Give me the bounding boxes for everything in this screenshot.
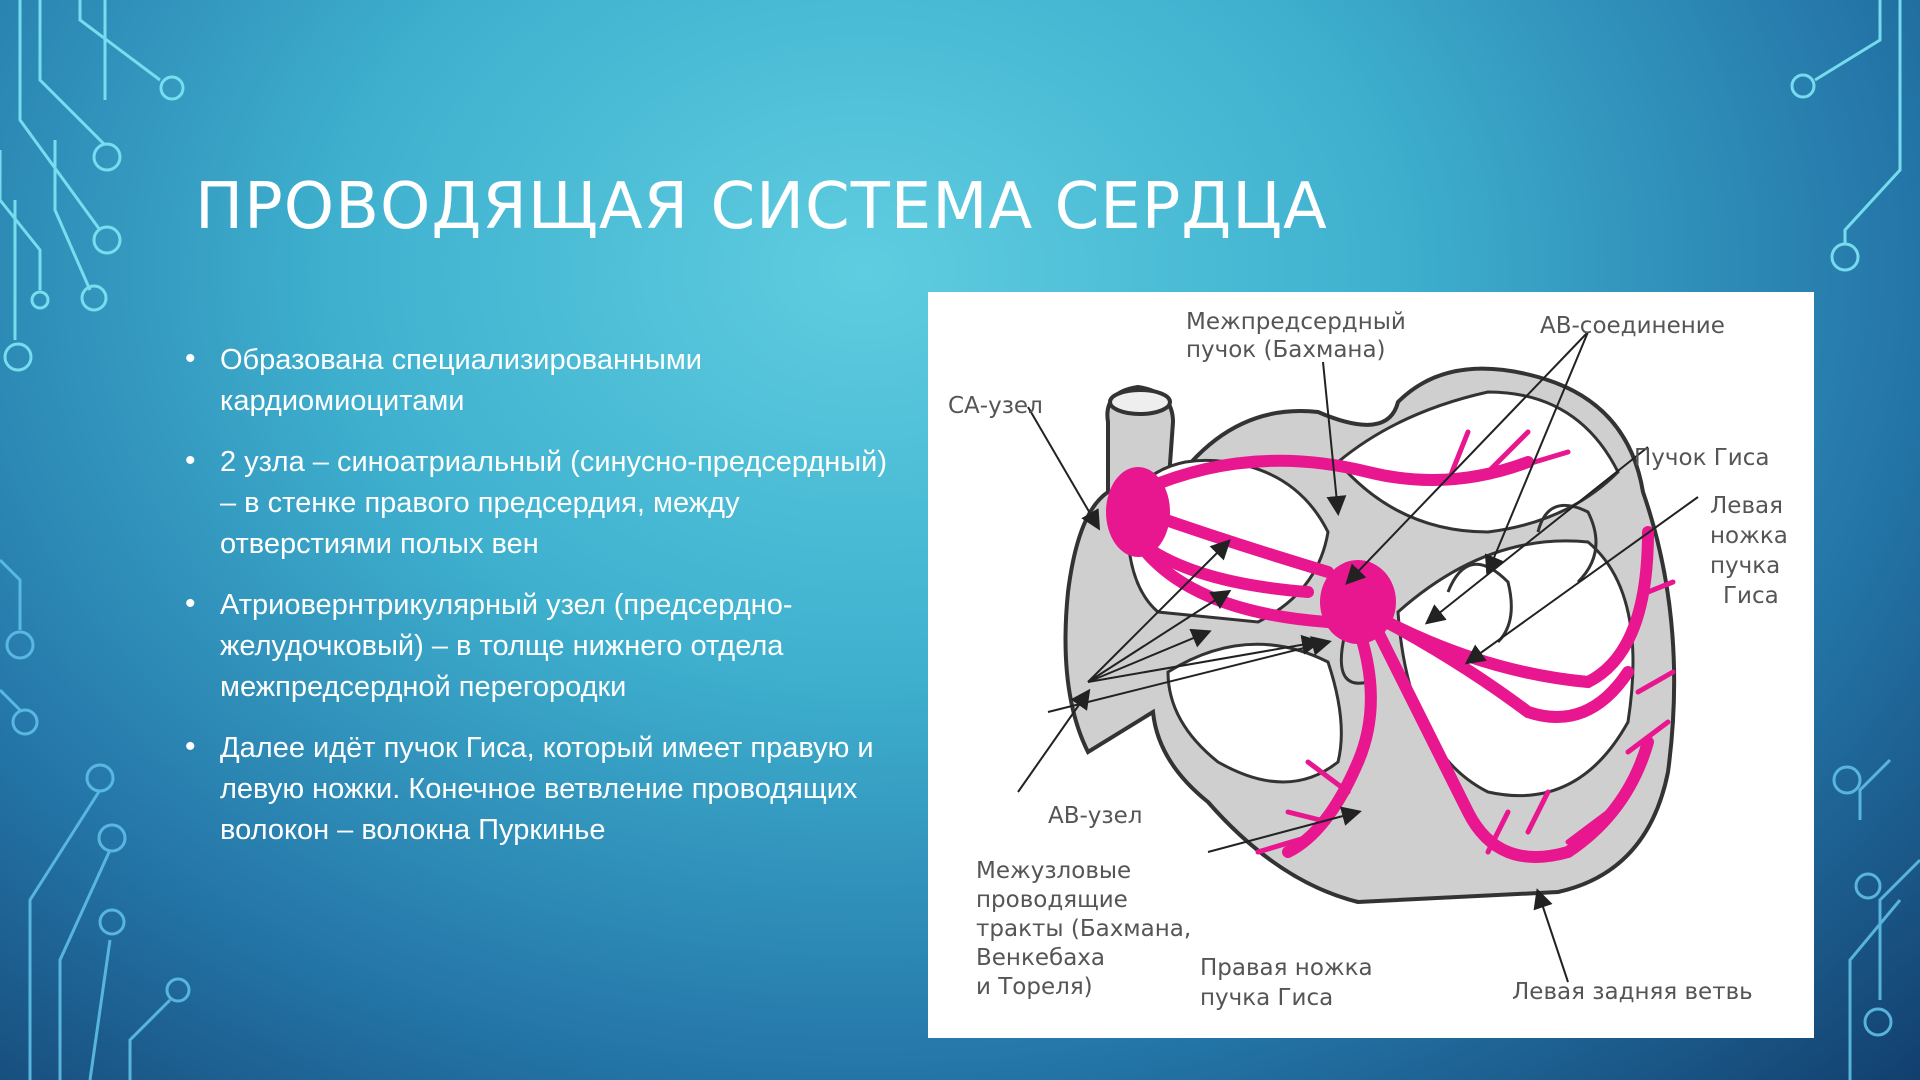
bullet-item [185, 340, 895, 422]
bullet-item [185, 728, 895, 851]
bullet-text: Атриовернтрикулярный узел (предсердно-желудочковый) – в толще нижнего отдела межпредсердной перегородки [220, 589, 793, 703]
label-left-branch-3: пучка [1710, 553, 1781, 579]
label-right-branch-2: пучка Гиса [1200, 985, 1334, 1011]
label-left-posterior: Левая задняя ветвь [1512, 979, 1753, 1005]
sa-node-shape [1106, 467, 1170, 557]
label-internodal-2: проводящие [976, 887, 1128, 913]
label-internodal-4: Венкебаха [976, 945, 1105, 971]
label-av-junction: АВ-соединение [1540, 313, 1725, 339]
label-his-bundle: Пучок Гиса [1634, 445, 1770, 471]
bullet-text: Образована специализированными кардиомиоцитами [220, 344, 702, 417]
label-internodal-5: и Тореля) [976, 974, 1093, 1000]
bullet-dot-icon: • [185, 342, 196, 375]
label-av-node: АВ-узел [1048, 803, 1143, 829]
label-internodal-1: Межузловые [976, 858, 1132, 884]
label-interatrial-bundle-1: Межпредсердный [1186, 309, 1406, 335]
bullet-item [185, 442, 895, 565]
bullet-text: 2 узла – синоатриальный (синусно-предсердный) – в стенке правого предсердия, между отверстиями полых вен [220, 446, 887, 560]
bullet-dot-icon: • [185, 730, 196, 763]
label-interatrial-bundle-2: пучок (Бахмана) [1186, 337, 1386, 363]
label-left-branch-1: Левая [1710, 493, 1783, 519]
label-sa-node: СА-узел [948, 393, 1043, 419]
bullet-dot-icon: • [185, 444, 196, 477]
bullet-dot-icon: • [185, 587, 196, 620]
label-right-branch-1: Правая ножка [1200, 955, 1373, 981]
slide-title: ПРОВОДЯЩАЯ СИСТЕМА СЕРДЦА [195, 170, 1328, 244]
heart-conduction-diagram [928, 292, 1814, 1038]
bullet-list [185, 340, 895, 871]
bullet-text: Далее идёт пучок Гиса, который имеет правую и левую ножки. Конечное ветвление проводящих волокон – волокна Пуркинье [220, 732, 874, 846]
label-left-branch-2: ножка [1710, 523, 1788, 549]
bullet-item [185, 585, 895, 708]
label-left-branch-4: Гиса [1723, 583, 1779, 609]
label-internodal-3: тракты (Бахмана, [976, 916, 1192, 942]
